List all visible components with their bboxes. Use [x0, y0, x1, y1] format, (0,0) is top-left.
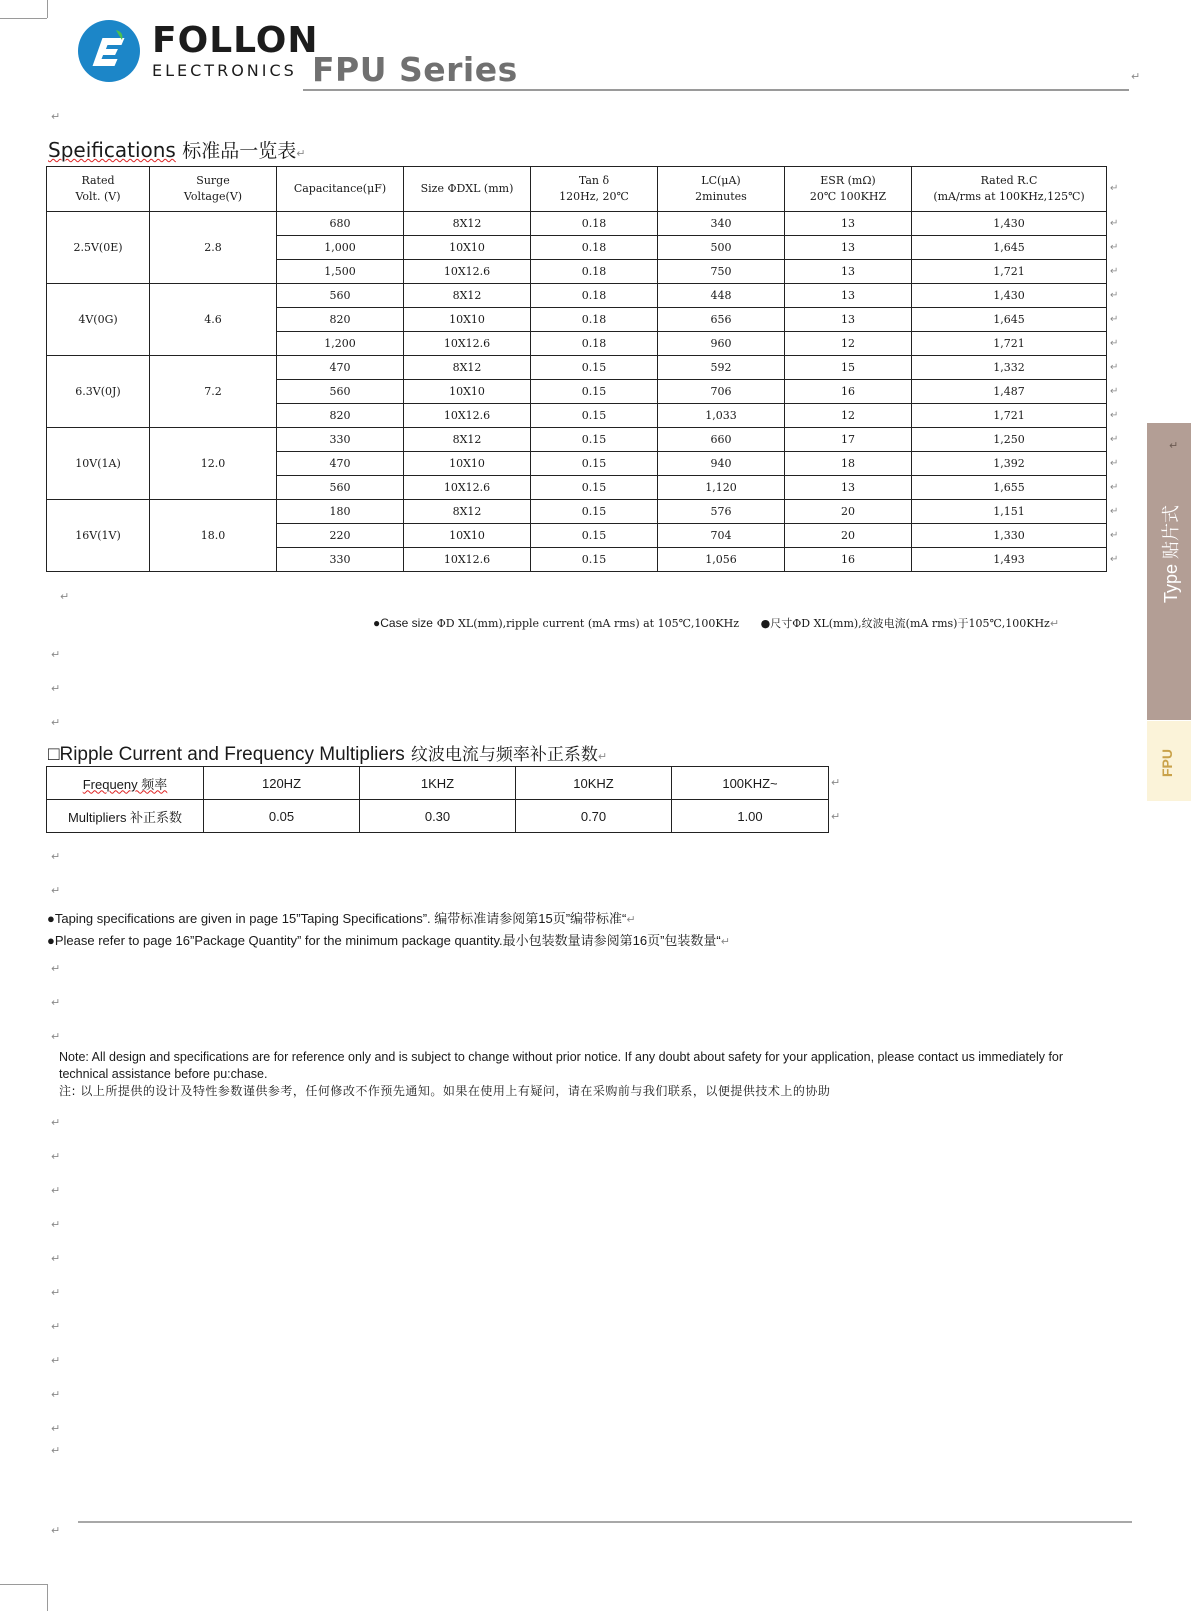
package-note: ●Please refer to page 16”Package Quantity” for the minimum package quantity.最小包装数量请参阅第16页”包装数量“↵ — [47, 933, 730, 948]
rated-rc-cell: 1,332 — [912, 356, 1107, 380]
capacitance-cell: 220 — [277, 524, 404, 548]
rated-rc-cell: 1,655 — [912, 476, 1107, 500]
tan-delta-cell: 0.18 — [531, 308, 658, 332]
esr-cell: 15 — [785, 356, 912, 380]
capacitance-cell: 820 — [277, 404, 404, 428]
frequency-cell: 10KHZ — [516, 767, 672, 800]
footnote-en: ΦD XL(mm),ripple current (mA rms) at 105℃,100KHz — [436, 617, 739, 630]
esr-cell: 20 — [785, 524, 912, 548]
paragraph-mark: ↵ — [1110, 409, 1119, 421]
rated-rc-cell: 1,250 — [912, 428, 1107, 452]
brand-name: FOLLON — [152, 20, 319, 61]
esr-cell: 13 — [785, 212, 912, 236]
paragraph-mark: ↵ — [51, 850, 61, 863]
spec-table-row — [47, 356, 1107, 380]
tan-delta-cell: 0.18 — [531, 236, 658, 260]
size-cell: 10X12.6 — [404, 548, 531, 572]
lc-cell: 1,056 — [658, 548, 785, 572]
size-cell: 10X12.6 — [404, 404, 531, 428]
paragraph-mark: ↵ — [51, 1218, 61, 1231]
esr-cell: 13 — [785, 308, 912, 332]
lc-cell: 340 — [658, 212, 785, 236]
spec-title-cn: 标准品一览表 — [182, 140, 297, 162]
spec-title-en: Speifications — [48, 138, 176, 162]
capacitance-cell: 560 — [277, 380, 404, 404]
side-tab-fpu — [1147, 721, 1191, 801]
disclaimer — [59, 1049, 1089, 1100]
series-title: FPU Series — [312, 50, 518, 89]
paragraph-mark: ↵ — [1110, 241, 1119, 253]
header-tan-delta: Tan δ 120Hz, 20℃ — [531, 167, 658, 212]
paragraph-mark: ↵ — [831, 776, 841, 789]
side-tab-type: ↵ Type 贴片式 — [1147, 423, 1191, 720]
frequency-cell: 1KHZ — [360, 767, 516, 800]
rated-rc-cell: 1,151 — [912, 500, 1107, 524]
multiplier-cell: 0.70 — [516, 800, 672, 833]
spec-table-row — [47, 284, 1107, 308]
capacitance-cell: 1,500 — [277, 260, 404, 284]
spec-table-row — [47, 212, 1107, 236]
crop-mark-bottom-left — [47, 1584, 48, 1611]
size-cell: 10X10 — [404, 524, 531, 548]
disclaimer-cn: 注: 以上所提供的设计及特性参数谨供参考，任何修改不作预先通知。如果在使用上有疑问，请在采购前与我们联系，以便提供技术上的协助 — [59, 1084, 831, 1098]
paragraph-mark: ↵ — [1110, 433, 1119, 445]
rated-rc-cell: 1,392 — [912, 452, 1107, 476]
lc-cell: 960 — [658, 332, 785, 356]
surge-voltage-cell: 4.6 — [150, 284, 277, 356]
rated-rc-cell: 1,430 — [912, 212, 1107, 236]
rated-rc-cell: 1,430 — [912, 284, 1107, 308]
paragraph-mark: ↵ — [1110, 457, 1119, 469]
paragraph-mark: ↵ — [60, 590, 70, 603]
surge-voltage-cell: 12.0 — [150, 428, 277, 500]
ripple-table — [46, 766, 829, 833]
capacitance-cell: 560 — [277, 476, 404, 500]
tan-delta-cell: 0.15 — [531, 500, 658, 524]
lc-cell: 448 — [658, 284, 785, 308]
capacitance-cell: 680 — [277, 212, 404, 236]
multiplier-cell: 0.30 — [360, 800, 516, 833]
size-cell: 10X10 — [404, 236, 531, 260]
paragraph-mark: ↵ — [51, 1116, 61, 1129]
capacitance-cell: 330 — [277, 428, 404, 452]
size-cell: 8X12 — [404, 212, 531, 236]
lc-cell: 704 — [658, 524, 785, 548]
paragraph-mark: ↵ — [1110, 529, 1119, 541]
capacitance-cell: 470 — [277, 452, 404, 476]
footnote-en-label: ●Case size — [373, 616, 433, 630]
paragraph-mark: ↵ — [51, 1320, 61, 1333]
size-cell: 8X12 — [404, 284, 531, 308]
footnote-cn: ●尺寸ΦD XL(mm),纹波电流(mA rms)于105℃,100KHz — [760, 617, 1050, 630]
tan-delta-cell: 0.15 — [531, 428, 658, 452]
lc-cell: 940 — [658, 452, 785, 476]
tan-delta-cell: 0.15 — [531, 404, 658, 428]
case-size-footnote: ●Case size ΦD XL(mm),ripple current (mA rms) at 105℃,100KHz ●尺寸ΦD XL(mm),纹波电流(mA rms)于105℃,100KHz↵ — [373, 616, 1060, 630]
tan-delta-cell: 0.18 — [531, 284, 658, 308]
tan-delta-cell: 0.15 — [531, 476, 658, 500]
paragraph-mark: ↵ — [51, 716, 61, 729]
paragraph-mark: ↵ — [51, 110, 61, 123]
side-tab-fpu-label: FPU — [1159, 749, 1175, 777]
size-cell: 10X10 — [404, 452, 531, 476]
tan-delta-cell: 0.18 — [531, 260, 658, 284]
header-esr: ESR (mΩ) 20℃ 100KHZ — [785, 167, 912, 212]
paragraph-mark: ↵ — [1110, 217, 1119, 229]
capacitance-cell: 1,200 — [277, 332, 404, 356]
size-cell: 10X12.6 — [404, 260, 531, 284]
rated-volt-cell: 16V(1V) — [47, 500, 150, 572]
footer-rule — [78, 1521, 1132, 1523]
rated-rc-cell: 1,721 — [912, 404, 1107, 428]
tan-delta-cell: 0.15 — [531, 524, 658, 548]
lc-cell: 500 — [658, 236, 785, 260]
header-rated-rc: Rated R.C (mA/rms at 100KHz,125℃) — [912, 167, 1107, 212]
rated-rc-cell: 1,493 — [912, 548, 1107, 572]
spec-table-row — [47, 500, 1107, 524]
paragraph-mark: ↵ — [1110, 289, 1119, 301]
multiplier-label: Multipliers 补正系数 — [47, 800, 204, 833]
paragraph-mark: ↵ — [51, 1422, 61, 1435]
paragraph-mark: ↵ — [51, 1030, 61, 1043]
tan-delta-cell: 0.18 — [531, 332, 658, 356]
lc-cell: 660 — [658, 428, 785, 452]
size-cell: 10X12.6 — [404, 476, 531, 500]
capacitance-cell: 470 — [277, 356, 404, 380]
header-size: Size ΦDXL (mm) — [404, 167, 531, 212]
surge-voltage-cell: 18.0 — [150, 500, 277, 572]
rated-volt-cell: 4V(0G) — [47, 284, 150, 356]
paragraph-mark: ↵ — [1110, 361, 1119, 373]
paragraph-mark: ↵ — [1110, 481, 1119, 493]
lc-cell: 706 — [658, 380, 785, 404]
rated-rc-cell: 1,721 — [912, 260, 1107, 284]
tan-delta-cell: 0.15 — [531, 548, 658, 572]
paragraph-mark: ↵ — [1110, 505, 1119, 517]
size-cell: 10X10 — [404, 380, 531, 404]
tan-delta-cell: 0.15 — [531, 356, 658, 380]
paragraph-mark: ↵ — [51, 1524, 61, 1537]
esr-cell: 13 — [785, 260, 912, 284]
crop-mark-top-left-h — [0, 18, 47, 19]
esr-cell: 16 — [785, 380, 912, 404]
frequency-cell: 120HZ — [204, 767, 360, 800]
paragraph-mark: ↵ — [51, 648, 61, 661]
paragraph-mark: ↵ — [1110, 385, 1119, 397]
brand-subtitle: ELECTRONICS — [152, 61, 297, 80]
rated-rc-cell: 1,645 — [912, 236, 1107, 260]
paragraph-mark: ↵ — [1110, 337, 1119, 349]
lc-cell: 656 — [658, 308, 785, 332]
paragraph-mark: ↵ — [51, 1354, 61, 1367]
esr-cell: 17 — [785, 428, 912, 452]
paragraph-mark: ↵ — [51, 1444, 61, 1457]
size-cell: 8X12 — [404, 356, 531, 380]
capacitance-cell: 820 — [277, 308, 404, 332]
spec-table — [46, 166, 1107, 572]
paragraph-mark: ↵ — [831, 810, 841, 823]
paragraph-mark: ↵ — [1110, 265, 1119, 277]
capacitance-cell: 560 — [277, 284, 404, 308]
esr-cell: 13 — [785, 476, 912, 500]
paragraph-mark: ↵ — [1110, 183, 1119, 194]
surge-voltage-cell: 2.8 — [150, 212, 277, 284]
paragraph-mark: ↵ — [1110, 313, 1119, 325]
header-capacitance: Capacitance(μF) — [277, 167, 404, 212]
spec-table-row — [47, 428, 1107, 452]
lc-cell: 592 — [658, 356, 785, 380]
rated-volt-cell: 6.3V(0J) — [47, 356, 150, 428]
paragraph-mark: ↵ — [51, 1286, 61, 1299]
lc-cell: 750 — [658, 260, 785, 284]
multiplier-cell: 0.05 — [204, 800, 360, 833]
spec-section-title: Speifications 标准品一览表↵ — [48, 138, 306, 162]
ripple-title-en: □Ripple Current and Frequency Multipliers — [48, 744, 405, 765]
size-cell: 8X12 — [404, 428, 531, 452]
crop-mark-bottom-left-h — [0, 1584, 47, 1585]
header-rule — [303, 89, 1129, 91]
esr-cell: 16 — [785, 548, 912, 572]
paragraph-mark: ↵ — [51, 996, 61, 1009]
ripple-section-title: □Ripple Current and Frequency Multipliers 纹波电流与频率补正系数↵ — [48, 744, 608, 765]
multiplier-row — [47, 800, 829, 833]
paragraph-mark: ↵ — [51, 962, 61, 975]
capacitance-cell: 330 — [277, 548, 404, 572]
frequency-cell: 100KHZ~ — [672, 767, 829, 800]
size-cell: 10X10 — [404, 308, 531, 332]
capacitance-cell: 1,000 — [277, 236, 404, 260]
paragraph-mark: ↵ — [1110, 553, 1119, 565]
paragraph-mark: ↵ — [51, 1184, 61, 1197]
esr-cell: 12 — [785, 332, 912, 356]
tan-delta-cell: 0.15 — [531, 452, 658, 476]
rated-rc-cell: 1,487 — [912, 380, 1107, 404]
tan-delta-cell: 0.18 — [531, 212, 658, 236]
rated-volt-cell: 10V(1A) — [47, 428, 150, 500]
rated-volt-cell: 2.5V(0E) — [47, 212, 150, 284]
lc-cell: 1,033 — [658, 404, 785, 428]
disclaimer-en: Note: All design and specifications are for reference only and is subject to change without prior notice. If any doubt about safety for your application, please contact us immediately for technical assistance before pu:chase. — [59, 1050, 1064, 1081]
ripple-title-cn: 纹波电流与频率补正系数 — [410, 745, 598, 765]
tan-delta-cell: 0.15 — [531, 380, 658, 404]
side-tab-type-label: Type 贴片式 — [1161, 504, 1181, 603]
paragraph-mark: ↵ — [51, 1388, 61, 1401]
esr-cell: 18 — [785, 452, 912, 476]
esr-cell: 13 — [785, 284, 912, 308]
size-cell: 8X12 — [404, 500, 531, 524]
rated-rc-cell: 1,645 — [912, 308, 1107, 332]
frequency-row — [47, 767, 829, 800]
taping-note: ●Taping specifications are given in page 15”Taping Specifications”. 编带标准请参阅第15页”编带标准“↵ — [47, 911, 636, 926]
spec-header-row — [47, 167, 1107, 212]
paragraph-mark: ↵ — [51, 884, 61, 897]
frequency-label: Frequeny 频率 — [47, 767, 204, 800]
follon-logo-icon — [78, 20, 140, 82]
crop-mark-top-left — [47, 0, 48, 18]
rated-rc-cell: 1,721 — [912, 332, 1107, 356]
multiplier-cell: 1.00 — [672, 800, 829, 833]
paragraph-mark: ↵ — [1131, 70, 1141, 83]
header-surge-voltage: Surge Voltage(V) — [150, 167, 277, 212]
header-rated-volt: Rated Volt. (V) — [47, 167, 150, 212]
esr-cell: 20 — [785, 500, 912, 524]
size-cell: 10X12.6 — [404, 332, 531, 356]
lc-cell: 1,120 — [658, 476, 785, 500]
esr-cell: 13 — [785, 236, 912, 260]
paragraph-mark: ↵ — [51, 682, 61, 695]
esr-cell: 12 — [785, 404, 912, 428]
header-lc: LC(μA) 2minutes — [658, 167, 785, 212]
paragraph-mark: ↵ — [51, 1150, 61, 1163]
lc-cell: 576 — [658, 500, 785, 524]
capacitance-cell: 180 — [277, 500, 404, 524]
paragraph-mark: ↵ — [51, 1252, 61, 1265]
surge-voltage-cell: 7.2 — [150, 356, 277, 428]
rated-rc-cell: 1,330 — [912, 524, 1107, 548]
